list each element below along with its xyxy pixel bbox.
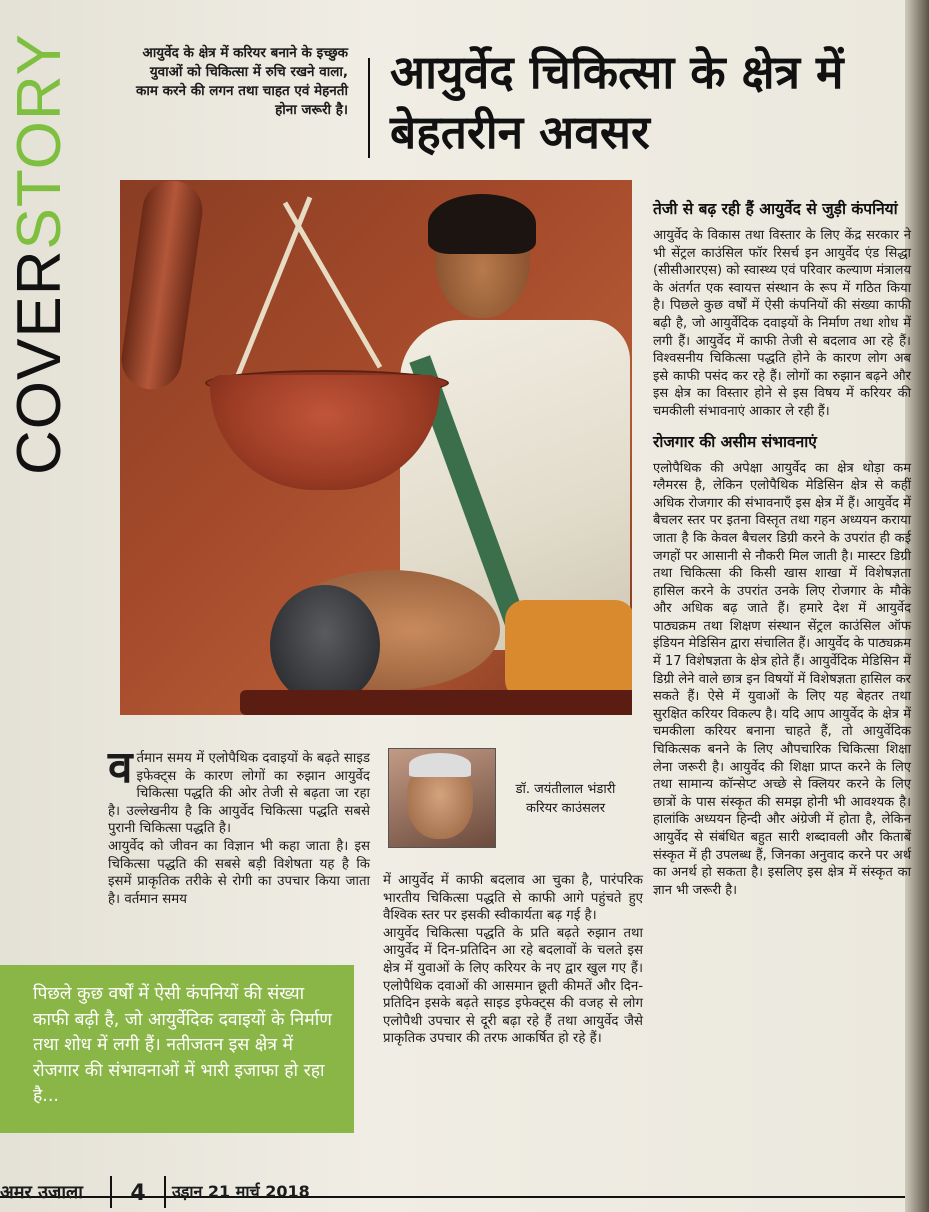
page-title: आयुर्वेद चिकित्सा के क्षेत्र में बेहतरीन अवसर xyxy=(390,45,844,159)
author-role: करियर काउंसलर xyxy=(525,801,606,816)
cover-label-part2: STORY xyxy=(5,33,74,250)
cover-label-part1: COVER xyxy=(5,249,74,475)
pull-quote-text: पिछले कुछ वर्षों में ऐसी कंपनियों की संख्या काफी बढ़ी है, जो आयुर्वेदिक दवाइयों के निर्माण तथा शोध में लगी हैं। नतीजतन इस क्षेत्र में रोजगार की संभावनाओं में भारी इजाफा हो रहा है... xyxy=(33,984,332,1106)
drop-cap: व xyxy=(108,742,133,793)
article-column-3 xyxy=(653,200,911,899)
author-hair xyxy=(409,753,471,777)
author-byline xyxy=(498,780,633,818)
author-name: डॉ. जयंतीलाल भंडारी xyxy=(515,782,616,797)
intro-blurb: आयुर्वेद के क्षेत्र में करियर बनाने के इच्छुक युवाओं को चिकित्सा में रुचि रखने वाला, काम करने की लगन तथा चाहत एवं मेहनती होना जरूरी है। xyxy=(136,45,348,118)
issue-date: उड़ान 21 मार्च 2018 xyxy=(172,1182,310,1201)
paragraph: आयुर्वेद को जीवन का विज्ञान भी कहा जाता है। इस चिकित्सा पद्धति की सबसे बड़ी विशेषता यह है कि इसमें प्राकृतिक तरीके से रोगी का उपचार किया जाता है। वर्तमान समय xyxy=(108,838,370,907)
article-column-2 xyxy=(383,872,643,1048)
orange-towel xyxy=(505,600,632,700)
rope-right xyxy=(283,201,382,368)
therapist-hair xyxy=(428,194,536,254)
page-number: 4 xyxy=(110,1176,166,1208)
paragraph: में आयुर्वेद में काफी बदलाव आ चुका है, पारंपरिक भारतीय चिकित्सा पद्धति से काफी आगे पहुंचते हुए वैश्विक स्तर पर इसकी स्वीकार्यता बढ़ गई है। xyxy=(383,873,643,924)
paragraph: आयुर्वेद के विकास तथा विस्तार के लिए केंद्र सरकार ने भी सेंट्रल काउंसिल फॉर रिसर्च इन आयुर्वेद एंड सिद्धा (सीसीआरएस) को स्वास्थ्य एवं परिवार कल्याण मंत्रालय के अंतर्गत एक स्वायत्त संस्थान के रूप में गठित किया है। पिछले कुछ वर्षों में ऐसी कंपनियों की संख्या काफी बढ़ी है, जो आयुर्वेदिक दवाइयों के निर्माण तथा शोध में लगी हैं। आयुर्वेद में काफी तेजी से बदलाव आ रहे हैं। विश्वसनीय चिकित्सा पद्धति होने के कारण लोग अब इसे काफी पसंद कर रहे हैं। लोगों का रुझान बढ़ने और इस क्षेत्र का विस्तार होने से इस विषय में करियर की चमकीली संभावनाएं आकार ले रही हैं। xyxy=(653,228,911,419)
treatment-bed xyxy=(240,690,632,715)
title-divider xyxy=(368,58,370,158)
section-heading: रोजगार की असीम संभावनाएं xyxy=(653,432,817,451)
pillar-shape xyxy=(120,180,206,393)
paragraph: एलोपैथिक की अपेक्षा आयुर्वेद का क्षेत्र थोड़ा कम ग्लैमरस है, लेकिन एलोपैथिक मेडिसिन क्षेत्र से कहीं अधिक रोजगार की संभावनाएँ इस क्षेत्र में हैं। आयुर्वेद में बैचलर स्तर पर इतना विस्तृत तथा गहन अध्ययन कराया जाता है कि केवल बैचलर डिग्री करने के उपरांत ही कई जगहों पर आसानी से नौकरी मिल जाती है। मास्टर डिग्री तथा चिकित्सा की किसी खास शाखा में विशेषज्ञता हासिल करने के उपरांत उनके लिए रोजगार के मौके और अधिक बढ़ जाते हैं। हमारे देश में आयुर्वेद पाठ्यक्रम तथा शिक्षण संस्थान सेंट्रल काउंसिल ऑफ इंडियन मेडिसिन द्वारा संचालित हैं। आयुर्वेद के पाठ्यक्रम में 17 विशेषज्ञता के क्षेत्र होते हैं। आयुर्वेदिक मेडिसिन में डिग्री लेने वाले छात्र इन विषयों में विशेषज्ञता हासिल कर सकते हैं। ऐसे में युवाओं के लिए यह बेहतर तथा सुरक्षित करियर विकल्प है। यदि आप आयुर्वेद के क्षेत्र में चमकीला करियर बनाना चाहते हैं, तो आयुर्वेदिक चिकित्सक बनने के लिए औपचारिक चिकित्सा शिक्षा लेना जरूरी है। आयुर्वेद की शिक्षा प्राप्त करने के लिए तथा सामान्य कॉन्सेप्ट अच्छे से क्लियर करने के लिए छात्रों के पास संस्कृत की समझ होनी भी आवश्यक है। हालांकि अध्ययन हिन्दी और अंग्रेजी में होता है, लेकिन आयुर्वेद से संबंधित बहुत सारी शब्दावली और किताबें संस्कृत में ही उपलब्ध हैं, जिनका अनुवाद करने पर अर्थ का अनर्थ हो सकता है। इसलिए इस क्षेत्र में संस्कृत का ज्ञान भी जरूरी है। xyxy=(653,460,911,898)
publication-name: अमर उजाला xyxy=(0,1182,83,1203)
article-photo xyxy=(120,180,632,715)
paragraph: आयुर्वेद चिकित्सा पद्धति के प्रति बढ़ते रुझान तथा आयुर्वेद में दिन-प्रतिदिन आ रहे बदलावों के चलते इस क्षेत्र में युवाओं के लिए करियर के नए द्वार खुल गए हैं। एलोपैथिक दवाओं की आसमान छूती कीमतें और दिन-प्रतिदिन इसके बढ़ते साइड इफेक्ट्स की वजह से लोग एलोपैथी उपचार से दूरी बढ़ा रहे हैं तथा आयुर्वेद जैसे प्राकृतिक उपचार की तरफ आकर्षित हो रहे हैं। xyxy=(383,925,643,1047)
article-column-1 xyxy=(108,742,370,908)
cover-story-label xyxy=(5,33,75,475)
paragraph: र्तमान समय में एलोपैथिक दवाइयों के बढ़ते साइड इफेक्ट्स के कारण लोगों का रुझान आयुर्वेद चिकित्सा पद्धति की ओर तेजी से बढ़ता जा रहा है। उल्लेखनीय है कि आयुर्वेद चिकित्सा पद्धति सबसे पुरानी चिकित्सा पद्धति है। xyxy=(108,751,370,837)
author-photo xyxy=(388,748,496,848)
section-heading: तेजी से बढ़ रही हैं आयुर्वेद से जुड़ी कंपनियां xyxy=(653,200,898,218)
patient-hair xyxy=(270,585,380,705)
